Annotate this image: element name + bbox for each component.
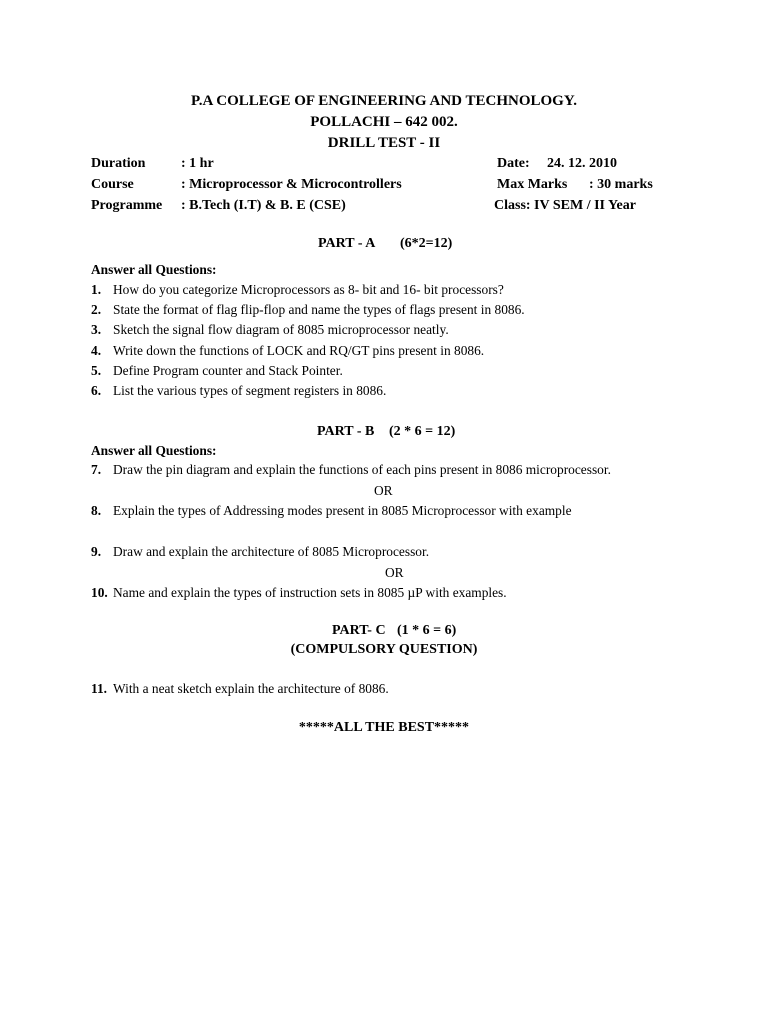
question-item [91, 322, 449, 338]
question-item [91, 343, 484, 359]
question-text: Write down the functions of LOCK and RQ/GT pins present in 8086. [113, 343, 485, 358]
question-item [91, 544, 429, 560]
question-item [91, 302, 525, 318]
closing-wish: *****ALL THE BEST***** [298, 720, 470, 735]
college-address: POLLACHI – 642 002. [310, 114, 458, 130]
part-a-marks: (6*2=12) [400, 236, 453, 251]
programme-value: : B.Tech (I.T) & B. E (CSE) [181, 198, 346, 213]
duration-label: Duration [91, 156, 146, 171]
question-text: Define Program counter and Stack Pointer. [113, 363, 343, 378]
question-number: 4. [91, 343, 102, 358]
question-number: 9. [91, 544, 102, 559]
max-marks-value: : 30 marks [589, 177, 653, 192]
question-text: State the format of flag flip-flop and name the types of flags present in 8086. [113, 302, 525, 317]
question-number: 10. [91, 585, 108, 600]
date-value: 24. 12. 2010 [547, 156, 617, 171]
college-name: P.A COLLEGE OF ENGINEERING AND TECHNOLOGY. [190, 93, 578, 109]
question-text: With a neat sketch explain the architecture of 8086. [113, 681, 389, 696]
question-text: How do you categorize Microprocessors as 8- bit and 16- bit processors? [113, 282, 504, 297]
part-c-title: PART- C [332, 623, 386, 638]
question-item [91, 383, 386, 399]
test-title: DRILL TEST - II [327, 135, 441, 151]
part-c-marks: (1 * 6 = 6) [397, 623, 457, 638]
question-number: 7. [91, 462, 102, 477]
question-item [91, 462, 611, 478]
question-number: 1. [91, 282, 102, 297]
question-text: Name and explain the types of instruction sets in 8085 µP with examples. [113, 585, 507, 600]
part-a-instruction: Answer all Questions: [91, 262, 217, 277]
question-item [91, 503, 572, 519]
question-item [91, 363, 343, 379]
question-number: 5. [91, 363, 102, 378]
course-value: : Microprocessor & Microcontrollers [181, 177, 402, 192]
question-text: List the various types of segment registers in 8086. [113, 383, 387, 398]
question-text: Explain the types of Addressing modes present in 8085 Microprocessor with example [113, 503, 572, 518]
question-text: Sketch the signal flow diagram of 8085 microprocessor neatly. [113, 322, 449, 337]
max-marks-label: Max Marks [497, 177, 568, 192]
course-label: Course [91, 177, 134, 192]
part-b-title: PART - B [317, 424, 375, 439]
programme-label: Programme [91, 198, 163, 213]
class-info: Class: IV SEM / II Year [494, 198, 636, 213]
question-item [91, 585, 507, 601]
part-b-instruction: Answer all Questions: [91, 443, 217, 458]
part-a-title: PART - A [318, 236, 376, 251]
question-text: Draw the pin diagram and explain the functions of each pins present in 8086 microprocessor. [113, 462, 611, 477]
question-number: 3. [91, 322, 102, 337]
part-b-marks: (2 * 6 = 12) [389, 424, 456, 439]
question-number: 2. [91, 302, 102, 317]
question-number: 6. [91, 383, 102, 398]
question-number: 11. [91, 681, 107, 696]
question-item [91, 681, 389, 697]
duration-value: : 1 hr [181, 156, 214, 171]
question-text: Draw and explain the architecture of 8085 Microprocessor. [113, 544, 430, 559]
question-number: 8. [91, 503, 102, 518]
part-c-subtitle: (COMPULSORY QUESTION) [290, 642, 478, 657]
or-separator: OR [385, 565, 404, 580]
question-item [91, 282, 504, 298]
date-label: Date: [497, 156, 530, 171]
or-separator: OR [374, 483, 393, 498]
